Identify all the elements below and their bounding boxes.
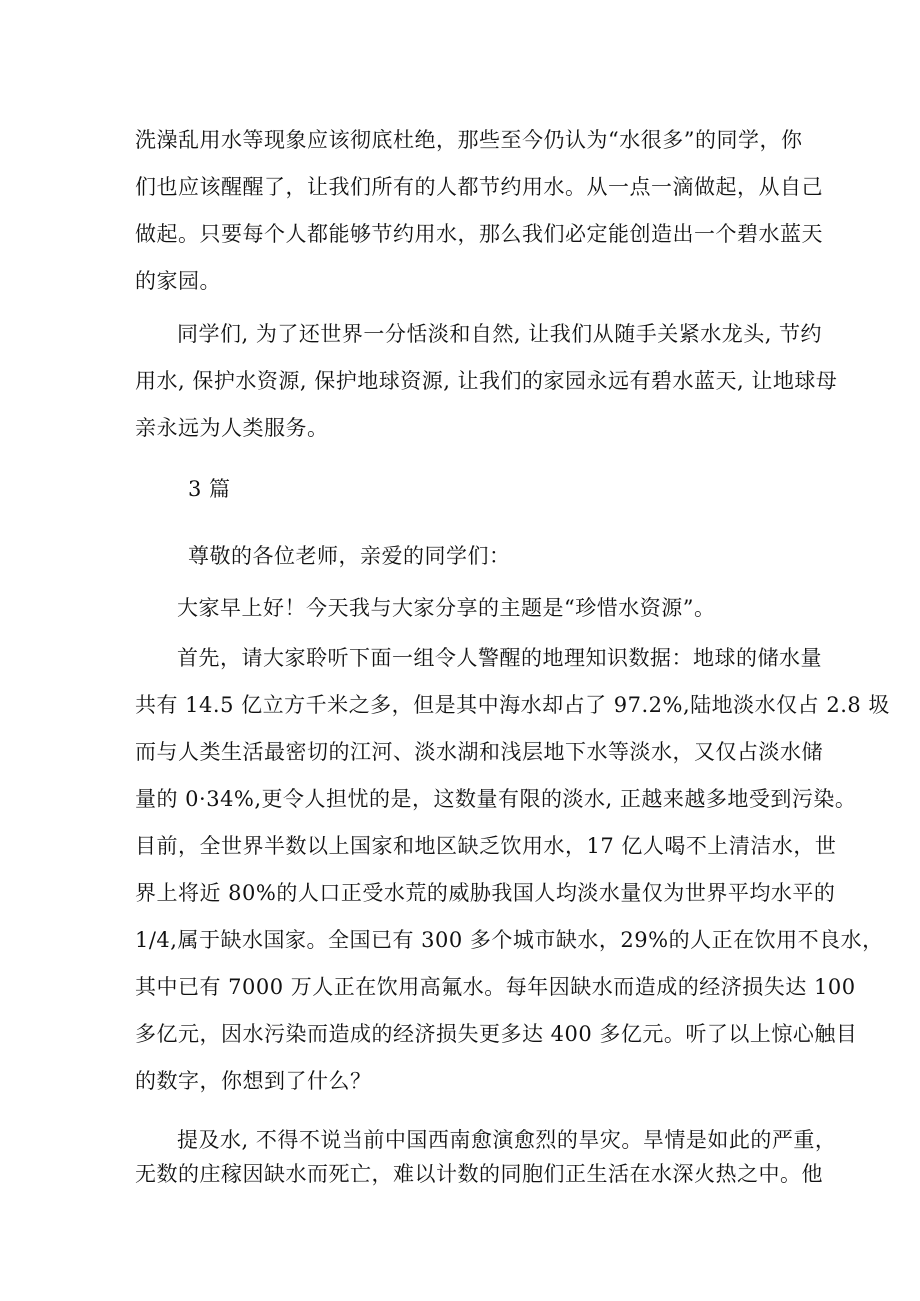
- text-line: 亲永远为人类服务。: [135, 416, 329, 440]
- text-line: 的数字，你想到了什么？: [135, 1069, 372, 1093]
- section-number: 3 篇: [188, 477, 231, 501]
- text-line: 尊敬的各位老师，亲爱的同学们：: [188, 544, 511, 568]
- text-line: 大家早上好！今天我与大家分享的主题是“珍惜水资源”。: [177, 596, 716, 620]
- text-line: 量的 0·34%,更令人担忧的是，这数量有限的淡水, 正越来越多地受到污染。: [135, 787, 857, 811]
- text-line: 其中已有 7000 万人正在饮用高氟水。每年因缺水而造成的经济损失达 100: [135, 975, 856, 999]
- text-line: 首先，请大家聆听下面一组令人警醒的地理知识数据：地球的储水量: [177, 646, 822, 670]
- text-line: 用水, 保护水资源, 保护地球资源, 让我们的家园永远有碧水蓝天, 让地球母: [135, 369, 838, 393]
- text-line: 同学们, 为了还世界一分恬淡和自然, 让我们从随手关紧水龙头, 节约: [177, 322, 823, 346]
- text-line: 们也应该醒醒了，让我们所有的人都节约用水。从一点一滴做起，从自己: [135, 175, 823, 199]
- text-line: 无数的庄稼因缺水而死亡，难以计数的同胞们正生活在水深火热之中。他: [135, 1162, 823, 1186]
- text-line: 提及水, 不得不说当前中国西南愈演愈烈的旱灾。旱情是如此的严重，: [177, 1128, 837, 1152]
- text-line: 界上将近 80%的人口正受水荒的威胁我国人均淡水量仅为世界平均水平的: [135, 881, 836, 905]
- text-line: 洗澡乱用水等现象应该彻底杜绝，那些至今仍认为“水很多”的同学，你: [135, 128, 803, 152]
- text-line: 共有 14.5 亿立方千米之多，但是其中海水却占了 97.2%,陆地淡水仅占 2.8 圾: [135, 693, 890, 717]
- text-line: 而与人类生活最密切的江河、淡水湖和浅层地下水等淡水，又仅占淡水储: [135, 740, 823, 764]
- text-line: 目前，全世界半数以上国家和地区缺乏饮用水，17 亿人喝不上清洁水，世: [135, 834, 837, 858]
- text-line: 1/4,属于缺水国家。全国已有 300 多个城市缺水，29%的人正在饮用不良水，: [135, 928, 884, 952]
- text-line: 的家园。: [135, 269, 221, 293]
- text-line: 多亿元，因水污染而造成的经济损失更多达 400 多亿元。听了以上惊心触目: [135, 1022, 858, 1046]
- text-line: 做起。只要每个人都能够节约用水，那么我们必定能创造出一个碧水蓝天: [135, 222, 823, 246]
